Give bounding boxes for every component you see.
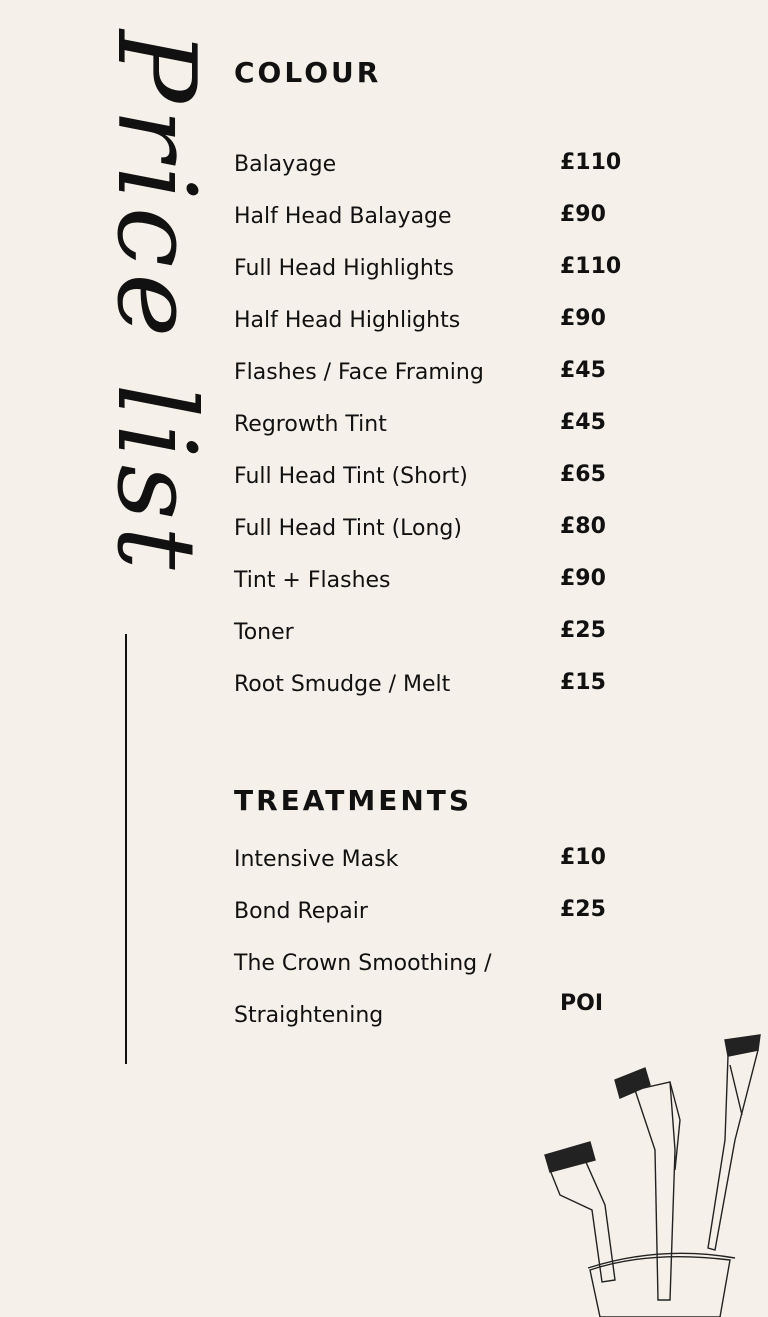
item-name: Half Head Highlights — [234, 308, 461, 333]
price-row — [234, 567, 654, 607]
item-name: The Crown Smoothing / — [234, 951, 492, 976]
vertical-divider — [125, 634, 127, 1064]
price-row — [234, 619, 654, 659]
item-name: Full Head Tint (Long) — [234, 516, 462, 541]
price-row — [234, 463, 654, 503]
item-price: POI — [560, 991, 604, 1016]
price-row — [234, 950, 654, 990]
item-name: Balayage — [234, 152, 337, 177]
item-price: £90 — [560, 566, 606, 591]
price-row — [234, 203, 654, 243]
price-row — [234, 307, 654, 347]
item-price: £25 — [560, 897, 606, 922]
item-price: £80 — [560, 514, 606, 539]
item-name: Root Smudge / Melt — [234, 672, 451, 697]
price-row — [234, 515, 654, 555]
price-row — [234, 255, 654, 295]
tint-brushes-and-bowl-icon — [530, 1020, 768, 1317]
item-price: £90 — [560, 306, 606, 331]
price-row — [234, 359, 654, 399]
item-price: £65 — [560, 462, 606, 487]
item-price: £10 — [560, 845, 606, 870]
page-title: Price list — [93, 30, 218, 576]
item-name: Full Head Highlights — [234, 256, 454, 281]
treatments-heading: TREATMENTS — [234, 784, 473, 817]
item-price: £45 — [560, 410, 606, 435]
colour-heading: COLOUR — [234, 56, 382, 89]
item-price: £90 — [560, 202, 606, 227]
item-price: £45 — [560, 358, 606, 383]
item-price: £25 — [560, 618, 606, 643]
item-name: Toner — [234, 620, 294, 645]
price-row — [234, 671, 654, 711]
item-name: Full Head Tint (Short) — [234, 464, 468, 489]
price-row — [234, 411, 654, 451]
item-name: Flashes / Face Framing — [234, 360, 484, 385]
item-price: £15 — [560, 670, 606, 695]
price-row — [234, 898, 654, 938]
item-price: £110 — [560, 254, 622, 279]
item-name: Straightening — [234, 1003, 384, 1028]
item-name: Regrowth Tint — [234, 412, 387, 437]
item-name: Half Head Balayage — [234, 204, 452, 229]
item-price: £110 — [560, 150, 622, 175]
price-row — [234, 846, 654, 886]
item-name: Intensive Mask — [234, 847, 399, 872]
item-name: Bond Repair — [234, 899, 368, 924]
item-name: Tint + Flashes — [234, 568, 391, 593]
price-row — [234, 151, 654, 191]
